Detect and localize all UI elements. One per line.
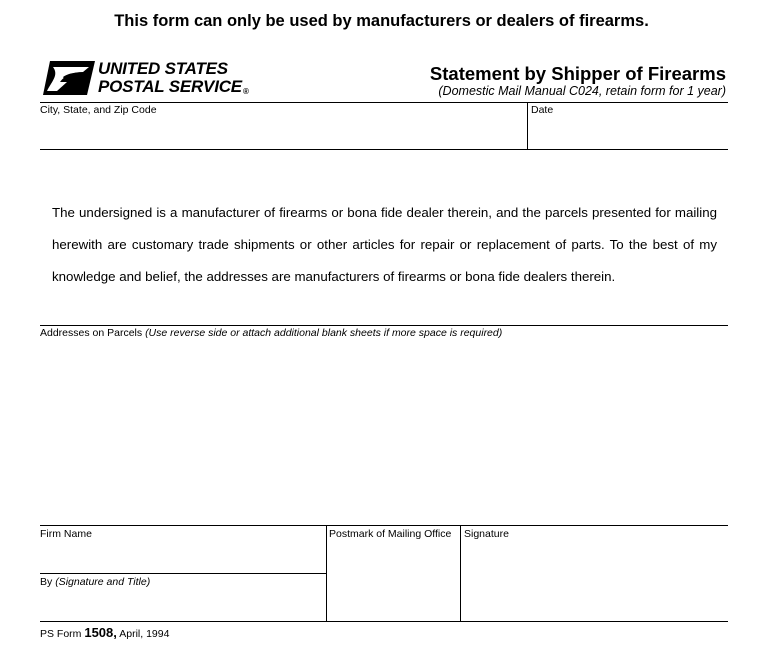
date-label: Date <box>531 104 554 116</box>
city-row-bottom-rule <box>40 149 728 150</box>
logo-wordmark <box>98 60 249 101</box>
form-date: April, 1994 <box>119 628 170 640</box>
addresses-note: (Use reverse side or attach additional blank sheets if more space is required) <box>145 327 503 339</box>
logo-line-1: UNITED STATES <box>98 59 228 78</box>
firm-name-label: Firm Name <box>40 528 92 540</box>
addresses-label: Addresses on Parcels <box>40 327 143 339</box>
signature-field[interactable] <box>461 526 728 620</box>
usage-notice: This form can only be used by manufacturers or dealers of firearms. <box>114 12 649 30</box>
bottom-grid-bottom-rule <box>40 621 728 622</box>
form-footer <box>40 625 169 640</box>
logo-line-2: POSTAL SERVICE <box>98 77 242 96</box>
addresses-top-rule <box>40 325 728 326</box>
city-state-zip-field[interactable] <box>40 103 527 149</box>
city-state-zip-label: City, State, and Zip Code <box>40 104 157 116</box>
by-label: By <box>40 576 53 588</box>
postmark-field[interactable] <box>327 526 460 620</box>
form-number: 1508, <box>84 625 117 640</box>
certification-statement: The undersigned is a manufacturer of firearms or bona fide dealer therein, and the parcels presented for mailing herewith are customary trade shipments or other articles for repair or replacement of parts. To the best of my knowledge and belief, the addresses are manufacturers of firearms or bona fide dealers therein. <box>52 205 717 284</box>
addresses-label-wrap <box>40 327 502 339</box>
addresses-field[interactable] <box>40 342 728 522</box>
form-subtitle: (Domestic Mail Manual C024, retain form for 1 year) <box>438 84 726 98</box>
postmark-label: Postmark of Mailing Office <box>329 528 452 540</box>
footer-prefix: PS Form <box>40 628 82 640</box>
eagle-head-logo-icon <box>43 61 95 95</box>
signature-label: Signature <box>464 528 509 540</box>
form-title: Statement by Shipper of Firearms <box>429 63 726 84</box>
firm-name-field[interactable] <box>40 526 325 572</box>
usps-logo <box>43 59 249 97</box>
by-signature-field[interactable] <box>40 574 325 620</box>
registered-mark: ® <box>242 87 249 96</box>
by-note: (Signature and Title) <box>55 576 151 588</box>
date-field[interactable] <box>528 103 728 149</box>
